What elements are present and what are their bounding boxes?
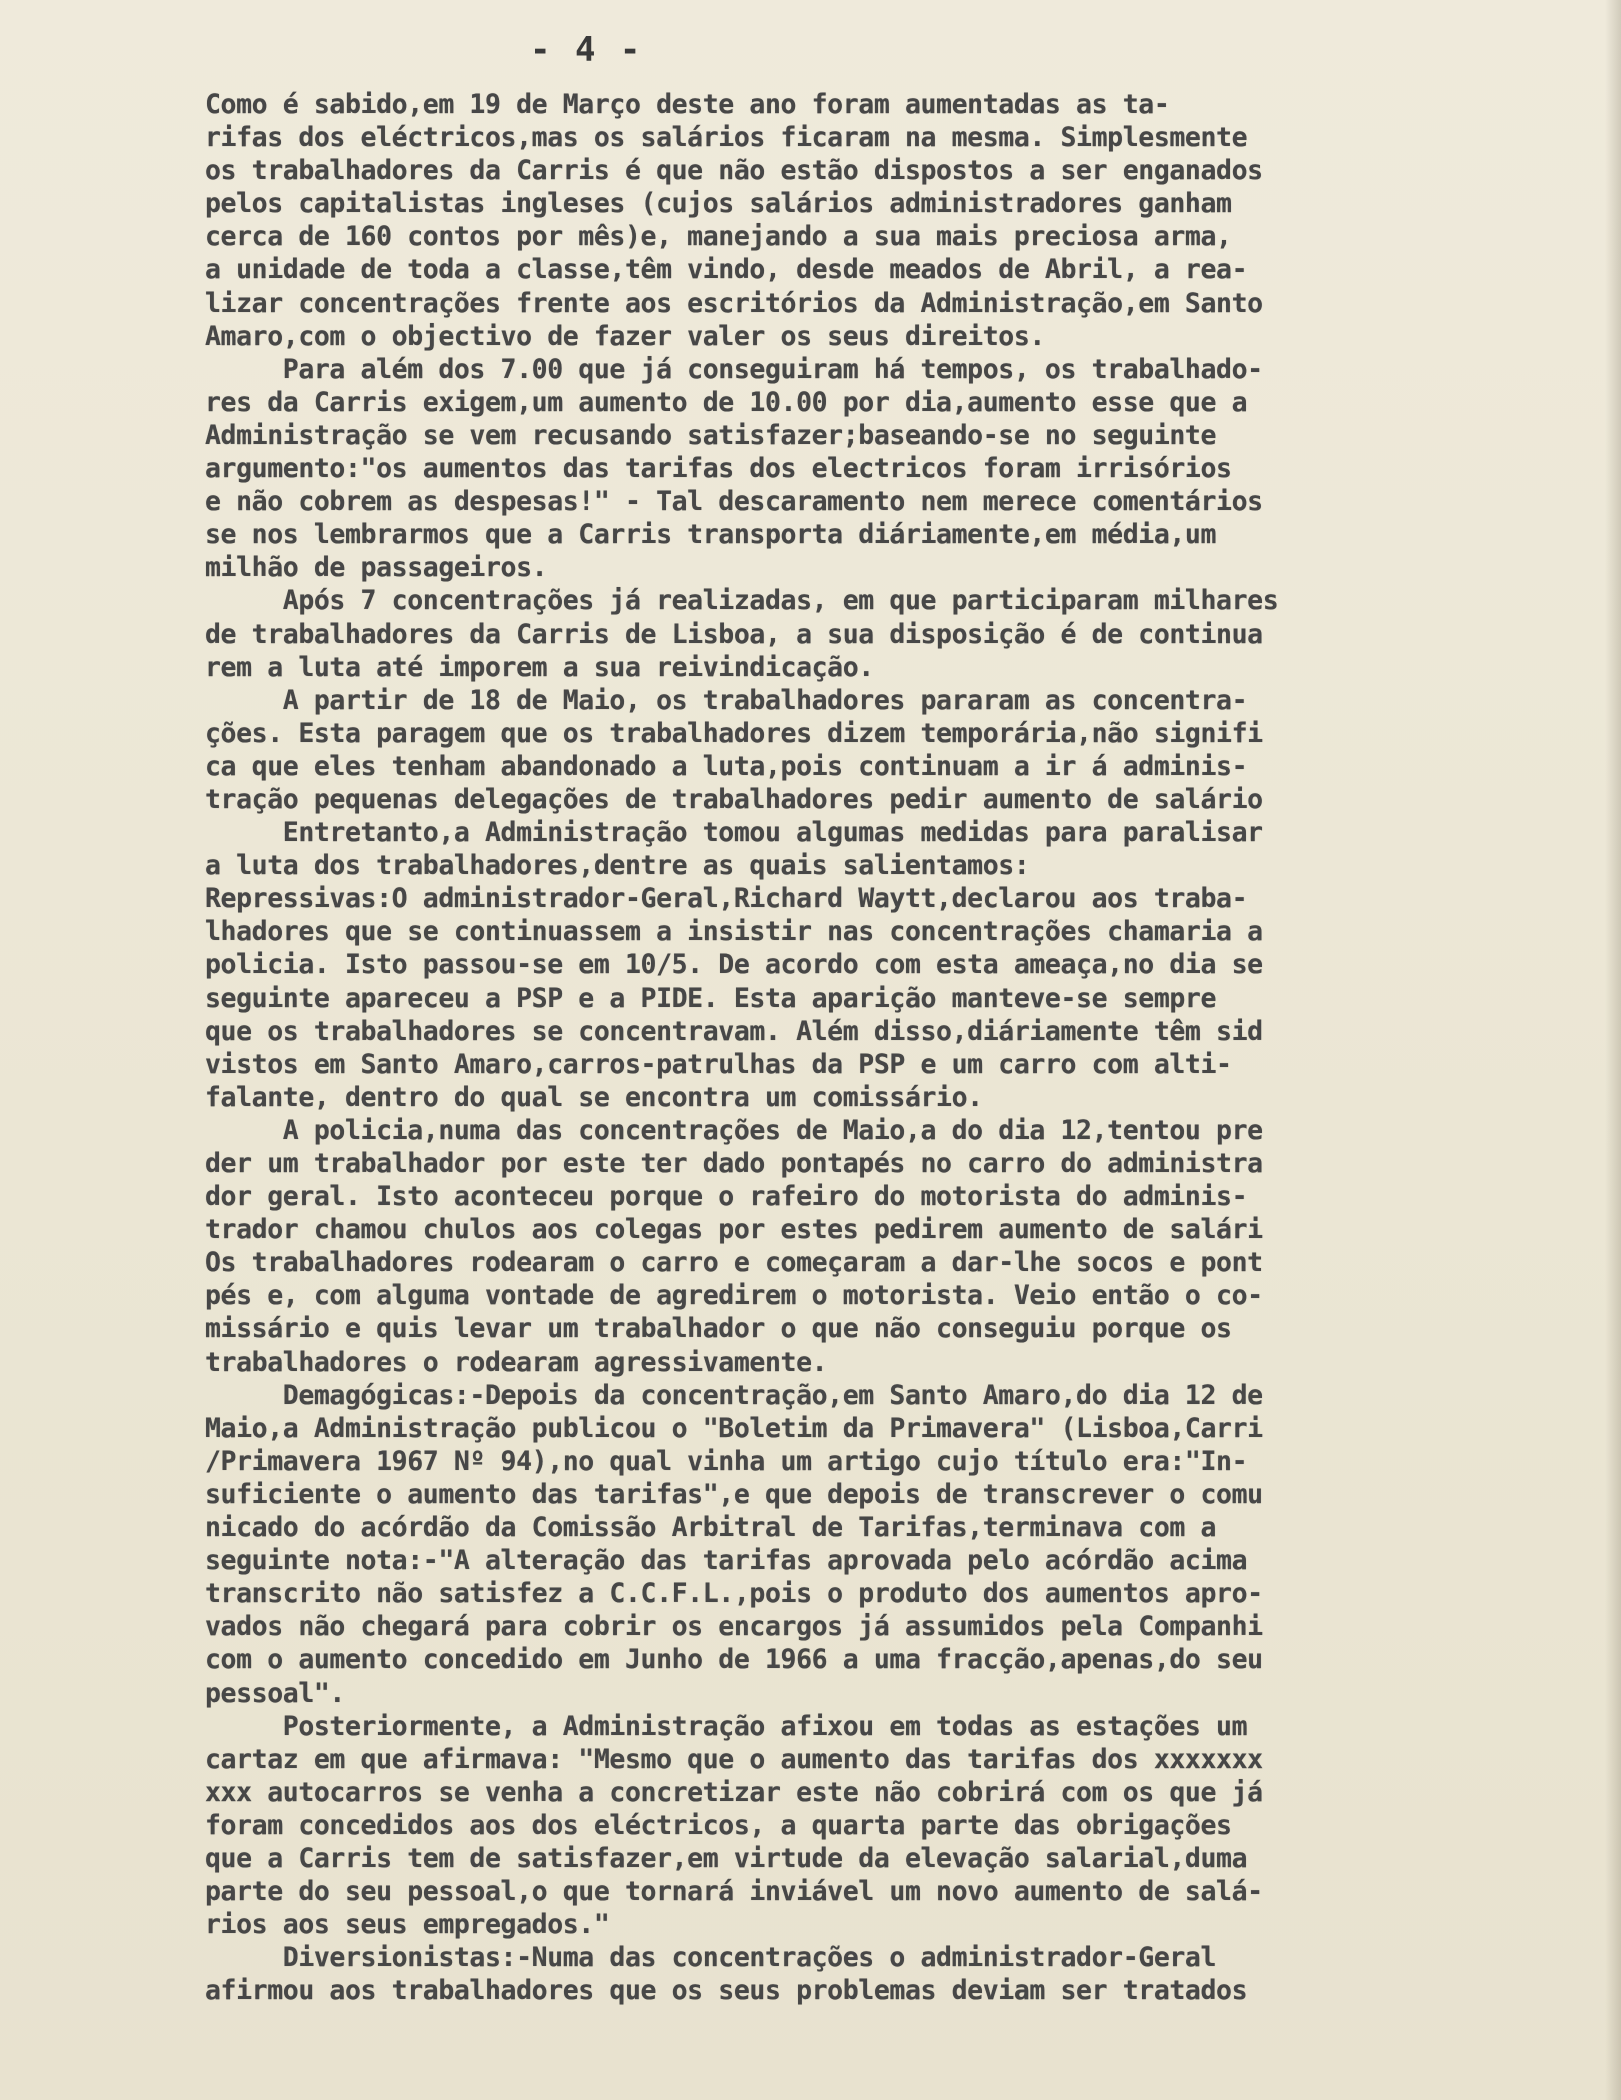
text-line: vados não chegará para cobrir os encargos já assumidos pela Companhi	[205, 1611, 1263, 1643]
text-line: argumento:"os aumentos das tarifas dos electricos foram irrisórios	[205, 453, 1232, 485]
text-line: A policia,numa das concentrações de Maio,a do dia 12,tentou pre	[205, 1114, 1263, 1146]
text-line: vistos em Santo Amaro,carros-patrulhas da PSP e um carro com alti-	[205, 1048, 1232, 1080]
text-line: se nos lembrarmos que a Carris transporta diáriamente,em média,um	[205, 519, 1217, 551]
text-line: e não cobrem as despesas!" - Tal descaramento nem merece comentários	[205, 486, 1263, 518]
text-line: foram concedidos aos dos eléctricos, a quarta parte das obrigações	[205, 1809, 1232, 1841]
text-line: transcrito não satisfez a C.C.F.L.,pois o produto dos aumentos apro-	[205, 1578, 1263, 1610]
text-line: nicado do acórdão da Comissão Arbitral de Tarifas,terminava com a	[205, 1512, 1217, 1544]
text-line: A partir de 18 de Maio, os trabalhadores pararam as concentra-	[205, 684, 1248, 716]
text-line: com o aumento concedido em Junho de 1966 a uma fracção,apenas,do seu	[205, 1644, 1263, 1676]
text-line: os trabalhadores da Carris é que não estão dispostos a ser enganados	[205, 155, 1263, 187]
text-line: Amaro,com o objectivo de fazer valer os seus direitos.	[205, 320, 1045, 352]
text-line: pessoal".	[205, 1677, 345, 1709]
text-line: Demagógicas:-Depois da concentração,em Santo Amaro,do dia 12 de	[205, 1379, 1263, 1411]
text-line: lhadores que se continuassem a insistir nas concentrações chamaria a	[205, 916, 1263, 948]
text-line: res da Carris exigem,um aumento de 10.00 por dia,aumento esse que a	[205, 386, 1248, 418]
text-line: der um trabalhador por este ter dado pontapés no carro do administra	[205, 1148, 1263, 1179]
text-line: afirmou aos trabalhadores que os seus problemas deviam ser tratados	[205, 1975, 1248, 2007]
text-line: seguinte apareceu a PSP e a PIDE. Esta aparição manteve-se sempre	[205, 982, 1217, 1014]
text-line: missário e quis levar um trabalhador o que não conseguiu porque os	[205, 1313, 1232, 1345]
text-line: Diversionistas:-Numa das concentrações o administrador-Geral	[205, 1942, 1217, 1974]
page-edge-shadow	[1605, 0, 1621, 2100]
text-line: tração pequenas delegações de trabalhadores pedir aumento de salário	[205, 783, 1263, 815]
text-line: cerca de 160 contos por mês)e, manejando a sua mais preciosa arma,	[205, 221, 1232, 253]
text-line: lizar concentrações frente aos escritórios da Administração,em Santo	[205, 287, 1263, 319]
text-line: policia. Isto passou-se em 10/5. De acordo com esta ameaça,no dia se	[205, 949, 1263, 981]
text-line: Após 7 concentrações já realizadas, em que participaram milhares	[205, 585, 1279, 617]
text-line: pelos capitalistas ingleses (cujos salários administradores ganham	[205, 188, 1232, 220]
text-line: que os trabalhadores se concentravam. Além disso,diáriamente têm sid	[205, 1015, 1263, 1047]
text-line: trabalhadores o rodearam agressivamente.	[205, 1346, 828, 1378]
text-line: trador chamou chulos aos colegas por estes pedirem aumento de salári	[205, 1214, 1263, 1246]
text-line: pés e, com alguma vontade de agredirem o motorista. Veio então o co-	[205, 1280, 1263, 1312]
text-line: falante, dentro do qual se encontra um comissário.	[205, 1081, 983, 1113]
text-line: milhão de passageiros.	[205, 552, 548, 584]
text-line: cartaz em que afirmava: "Mesmo que o aumento das tarifas dos xxxxxxx	[205, 1743, 1263, 1775]
text-line: Maio,a Administração publicou o "Boletim da Primavera" (Lisboa,Carri	[205, 1412, 1263, 1444]
text-line: /Primavera 1967 Nº 94),no qual vinha um artigo cujo título era:"In-	[205, 1445, 1248, 1477]
text-line: ca que eles tenham abandonado a luta,pois continuam a ir á adminis-	[205, 750, 1248, 782]
text-line: de trabalhadores da Carris de Lisboa, a sua disposição é de continua	[205, 618, 1263, 650]
text-line: suficiente o aumento das tarifas",e que depois de transcrever o comu	[205, 1478, 1263, 1510]
text-line: parte do seu pessoal,o que tornará inviável um novo aumento de salá-	[205, 1876, 1263, 1908]
text-line: Repressivas:O administrador-Geral,Richard Waytt,declarou aos traba-	[205, 883, 1248, 915]
text-line: ções. Esta paragem que os trabalhadores dizem temporária,não signifi	[205, 717, 1263, 749]
text-line: que a Carris tem de satisfazer,em virtude da elevação salarial,duma	[205, 1842, 1248, 1874]
text-line: Os trabalhadores rodearam o carro e começaram a dar-lhe socos e pont	[205, 1247, 1263, 1279]
text-line: dor geral. Isto aconteceu porque o rafeiro do motorista do adminis-	[205, 1181, 1248, 1213]
text-line: rios aos seus empregados."	[205, 1909, 610, 1941]
text-line: Administração se vem recusando satisfazer;baseando-se no seguinte	[205, 419, 1217, 451]
text-line: rem a luta até imporem a sua reivindicação.	[205, 651, 874, 683]
text-line: Entretanto,a Administração tomou algumas medidas para paralisar	[205, 817, 1263, 849]
text-line: rifas dos eléctricos,mas os salários ficaram na mesma. Simplesmente	[205, 122, 1248, 154]
text-line: Posteriormente, a Administração afixou em todas as estações um	[205, 1710, 1248, 1742]
page-number: - 4 -	[530, 30, 643, 70]
text-line: a unidade de toda a classe,têm vindo, desde meados de Abril, a rea-	[205, 254, 1248, 286]
text-line: xxx autocarros se venha a concretizar este não cobrirá com os que já	[205, 1776, 1263, 1808]
text-line: Para além dos 7.00 que já conseguiram há tempos, os trabalhado-	[205, 353, 1263, 385]
typewritten-text-body	[205, 88, 1605, 2078]
text-line: seguinte nota:-"A alteração das tarifas aprovada pelo acórdão acima	[205, 1545, 1248, 1577]
text-line: Como é sabido,em 19 de Março deste ano foram aumentadas as ta-	[205, 89, 1170, 120]
text-line: a luta dos trabalhadores,dentre as quais salientamos:	[205, 850, 1030, 882]
